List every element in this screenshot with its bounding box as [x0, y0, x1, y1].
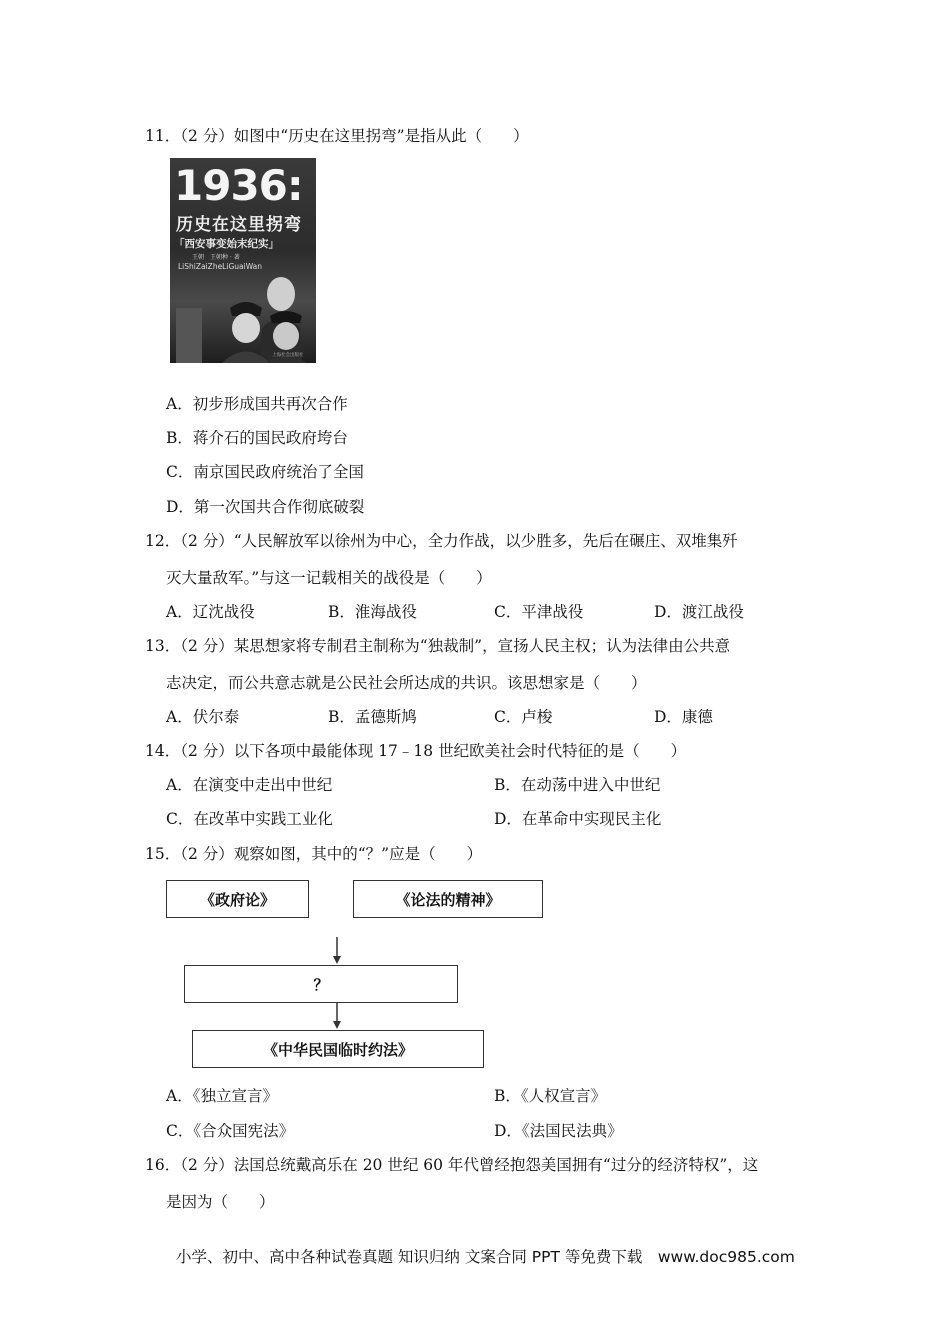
page-footer: 小学、初中、高中各种试卷真题 知识归纳 文案合同 PPT 等免费下载 www.doc985.com [176, 1248, 795, 1266]
q14-option-a[interactable]: A．在演变中走出中世纪 [166, 776, 333, 794]
q12-stem-line2: 灭大量敌军。”与这一记载相关的战役是（ ） [166, 569, 492, 587]
q15-option-c[interactable]: C．《合众国宪法》 [166, 1122, 295, 1140]
q13-stem-line1: 13．（2 分）某思想家将专制君主制称为“独裁制”，宣扬人民主权；认为法律由公共意 [145, 637, 731, 655]
q11-option-b[interactable]: B．蒋介石的国民政府垮台 [166, 429, 348, 447]
q15-stem: 15．（2 分）观察如图，其中的“？”应是（ ） [145, 845, 483, 863]
q11-option-c[interactable]: C．南京国民政府统治了全国 [166, 463, 364, 481]
q12-option-c[interactable]: C．平津战役 [494, 603, 584, 621]
diagram-box-question: ？ [184, 965, 458, 1003]
q12-stem-line1: 12．（2 分）“人民解放军以徐州为中心，全力作战，以少胜多，先后在碾庄、双堆集歼 [145, 532, 738, 550]
q14-stem: 14．（2 分）以下各项中最能体现 17﹣18 世纪欧美社会时代特征的是（ ） [145, 742, 687, 760]
diagram-box-provisional-constitution: 《中华民国临时约法》 [192, 1030, 484, 1068]
diagram-box-spirit-of-laws: 《论法的精神》 [353, 880, 543, 918]
q13-option-c[interactable]: C．卢梭 [494, 708, 553, 726]
book-cover-image [170, 158, 316, 363]
q14-option-c[interactable]: C．在改革中实践工业化 [166, 810, 333, 828]
q11-stem: 11．（2 分）如图中“历史在这里拐弯”是指从此（ ） [145, 127, 529, 145]
q15-option-b[interactable]: B．《人权宣言》 [494, 1087, 607, 1105]
cover-year: 1936: [174, 161, 303, 210]
cover-photo-figures [170, 158, 316, 363]
q16-stem-line2: 是因为（ ） [166, 1193, 275, 1211]
diagram-box-government-treatise: 《政府论》 [166, 880, 309, 918]
q12-option-d[interactable]: D．渡江战役 [654, 603, 744, 621]
q14-option-d[interactable]: D．在革命中实现民主化 [494, 810, 662, 828]
q16-stem-line1: 16．（2 分）法国总统戴高乐在 20 世纪 60 年代曾经抱怨美国拥有“过分的经济特权”，这 [145, 1156, 759, 1174]
q12-option-a[interactable]: A．辽沈战役 [166, 603, 255, 621]
q11-option-a[interactable]: A．初步形成国共再次合作 [166, 395, 348, 413]
cover-author: 王朝 王朝种 · 著 [192, 254, 240, 261]
cover-subtitle: 「西安事变始末纪实」 [174, 238, 279, 250]
q13-option-a[interactable]: A．伏尔泰 [166, 708, 240, 726]
q14-option-b[interactable]: B．在动荡中进入中世纪 [494, 776, 661, 794]
q13-stem-line2: 志决定，而公共意志就是公民社会所达成的共识。该思想家是（ ） [166, 674, 647, 692]
q15-option-a[interactable]: A．《独立宣言》 [166, 1087, 278, 1105]
q13-option-d[interactable]: D．康德 [654, 708, 713, 726]
cover-publisher: 上海社会出版社 [272, 353, 304, 358]
q11-option-d[interactable]: D．第一次国共合作彻底破裂 [166, 498, 365, 516]
q12-option-b[interactable]: B．淮海战役 [328, 603, 417, 621]
q15-option-d[interactable]: D．《法国民法典》 [494, 1122, 623, 1140]
q13-option-b[interactable]: B．孟德斯鸠 [328, 708, 417, 726]
cover-pinyin: LiShiZaiZheLiGuaiWan [178, 262, 262, 271]
cover-title: 历史在这里拐弯 [176, 215, 302, 235]
